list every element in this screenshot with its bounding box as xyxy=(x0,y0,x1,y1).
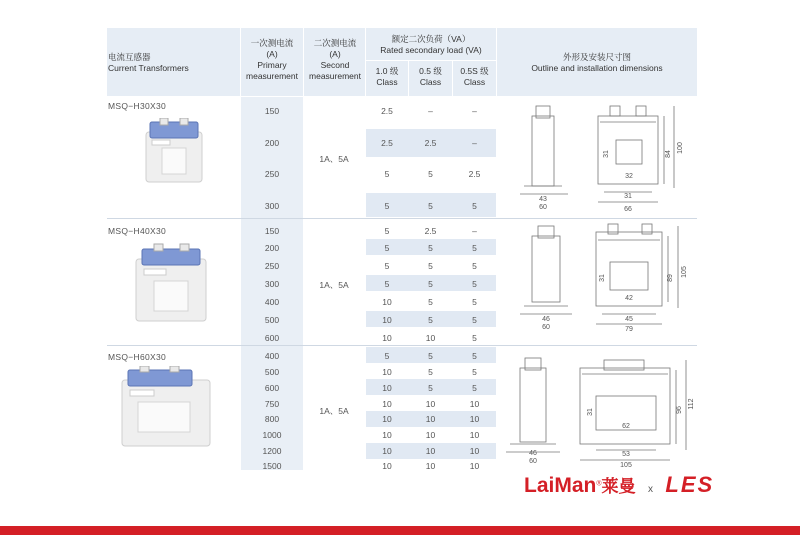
dim-label: 42 xyxy=(625,295,633,302)
les-wordmark: LES xyxy=(665,472,715,497)
class05-cell: 2.5 xyxy=(424,226,437,236)
class05s-cell: 10 xyxy=(469,446,480,456)
class05s-cell: – xyxy=(472,106,477,116)
dim-label: 46 xyxy=(542,316,550,323)
primary-cell: 300 xyxy=(264,279,280,289)
class05s-cell: 5 xyxy=(472,261,477,271)
class05-cell: 5 xyxy=(428,243,433,253)
class10-cell: 5 xyxy=(384,226,390,236)
class10-cell: 10 xyxy=(382,399,392,409)
class10-cell: 10 xyxy=(382,430,392,440)
dim-label: 43 xyxy=(539,196,547,203)
divider xyxy=(366,60,496,61)
dim-label: 45 xyxy=(625,316,633,323)
dim-label: 32 xyxy=(625,173,633,180)
dim-label: 31 xyxy=(603,150,610,158)
class10-cell: 5 xyxy=(384,169,390,179)
dim-label: 60 xyxy=(539,204,547,211)
class05-cell: 10 xyxy=(425,446,436,456)
primary-cell: 600 xyxy=(264,333,280,343)
class05s-cell: 5 xyxy=(472,201,477,211)
class05s-cell: 10 xyxy=(469,399,480,409)
primary-cell: 500 xyxy=(264,367,280,377)
class10-cell: 2.5 xyxy=(381,106,393,116)
class10-cell: 10 xyxy=(382,383,392,393)
laiman-wordmark: LaiMan xyxy=(524,474,597,497)
class10-cell: 10 xyxy=(382,315,392,325)
primary-cell: 400 xyxy=(264,297,280,307)
dim-label: 31 xyxy=(624,193,632,200)
class10-cell: 5 xyxy=(384,279,390,289)
class05s-cell: 2.5 xyxy=(468,169,481,179)
primary-cell: 300 xyxy=(264,201,280,211)
class05s-cell: 5 xyxy=(472,367,477,377)
dim-label: 53 xyxy=(622,451,630,458)
dim-label: 60 xyxy=(529,458,537,465)
primary-cell: 800 xyxy=(264,414,280,424)
primary-cell: 150 xyxy=(264,106,280,116)
primary-cell: 500 xyxy=(264,315,280,325)
dim-label: 100 xyxy=(677,142,684,154)
class05-cell: 5 xyxy=(428,201,433,211)
class05-cell: 5 xyxy=(428,169,433,179)
class05s-cell: 5 xyxy=(472,243,477,253)
class05-cell: 5 xyxy=(428,315,433,325)
group-divider xyxy=(107,218,697,219)
header-dimensions: 外形及安装尺寸图 Outline and installation dimensions xyxy=(531,52,663,73)
dimension-drawing-h40 xyxy=(512,222,692,334)
dim-label: 60 xyxy=(542,324,550,331)
class05-cell: 10 xyxy=(425,461,436,471)
dim-label: 79 xyxy=(625,326,633,333)
class05s-cell: 10 xyxy=(469,461,480,471)
class05s-cell: – xyxy=(472,138,477,148)
laiman-cn-wordmark: 莱曼 xyxy=(601,477,636,497)
class10-cell: 5 xyxy=(384,201,390,211)
header-current-transformers: 电流互感器 Current Transformers xyxy=(108,52,189,73)
class05s-cell: 5 xyxy=(472,351,477,361)
class10-cell: 5 xyxy=(384,351,390,361)
header-class-1: 1.0 级 Class xyxy=(375,66,399,87)
dim-label: 112 xyxy=(688,398,695,410)
class05-cell: 10 xyxy=(425,430,436,440)
primary-cell: 150 xyxy=(264,226,280,236)
dim-label: 46 xyxy=(529,450,537,457)
class10-cell: 10 xyxy=(382,446,392,456)
class05-cell: 10 xyxy=(425,414,436,424)
header-class-05s: 0.5S 级 Class xyxy=(460,66,489,87)
class10-cell: 5 xyxy=(384,243,390,253)
ct-product-image-h60 xyxy=(118,366,214,450)
class05-cell: 5 xyxy=(428,367,433,377)
class05-cell: 5 xyxy=(428,279,433,289)
primary-cell: 200 xyxy=(264,138,280,148)
header-rated-load: 额定二次负荷（VA） Rated secondary load (VA) xyxy=(380,34,482,55)
class05s-cell: – xyxy=(472,226,477,236)
class05-cell: 2.5 xyxy=(424,138,437,148)
class10-cell: 10 xyxy=(382,367,392,377)
primary-cell: 1500 xyxy=(262,461,282,471)
secondary-value: 1A、5A xyxy=(319,280,349,290)
dimension-drawing-h30 xyxy=(512,102,692,214)
dim-label: 105 xyxy=(681,266,688,278)
primary-cell: 1200 xyxy=(262,446,282,456)
class10-cell: 5 xyxy=(384,261,390,271)
class05s-cell: 5 xyxy=(472,279,477,289)
model-h30x30: MSQ−H30X30 xyxy=(108,101,167,111)
class05s-cell: 5 xyxy=(472,383,477,393)
dimension-drawing-h60 xyxy=(500,352,696,470)
primary-cell: 250 xyxy=(264,169,280,179)
dim-label: 89 xyxy=(667,274,674,282)
dim-label: 96 xyxy=(676,406,683,414)
collab-x: x xyxy=(647,484,653,495)
dim-label: 31 xyxy=(599,274,606,282)
dim-label: 84 xyxy=(665,150,672,158)
dim-label: 66 xyxy=(624,206,632,213)
footer-red-bar xyxy=(0,526,800,535)
class05s-cell: 5 xyxy=(472,297,477,307)
class05-cell: – xyxy=(428,106,433,116)
class05-cell: 10 xyxy=(425,333,436,343)
class05s-cell: 10 xyxy=(469,414,480,424)
header-class-05: 0.5 级 Class xyxy=(419,66,442,87)
class10-cell: 10 xyxy=(382,333,392,343)
class05-cell: 5 xyxy=(428,383,433,393)
class10-cell: 10 xyxy=(382,297,392,307)
class05-cell: 5 xyxy=(428,351,433,361)
header-secondary: 二次测电流 (A) Second measurement xyxy=(309,38,361,81)
primary-cell: 600 xyxy=(264,383,280,393)
class05s-cell: 10 xyxy=(469,430,480,440)
dim-label: 105 xyxy=(620,462,632,469)
primary-cell: 400 xyxy=(264,351,280,361)
dim-label: 31 xyxy=(587,408,594,416)
dim-label: 62 xyxy=(622,423,630,430)
primary-cell: 200 xyxy=(264,243,280,253)
secondary-value: 1A、5A xyxy=(319,154,349,164)
primary-cell: 250 xyxy=(264,261,280,271)
class10-cell: 2.5 xyxy=(381,138,393,148)
model-h40x30: MSQ−H40X30 xyxy=(108,226,167,236)
class05-cell: 5 xyxy=(428,297,433,307)
group-divider xyxy=(107,345,697,346)
ct-product-image-h30 xyxy=(140,118,208,186)
class05-cell: 10 xyxy=(425,399,436,409)
secondary-value: 1A、5A xyxy=(319,406,349,416)
class10-cell: 10 xyxy=(382,414,392,424)
ct-product-image-h40 xyxy=(130,243,212,325)
class05s-cell: 5 xyxy=(472,315,477,325)
class05-cell: 5 xyxy=(428,261,433,271)
class10-cell: 10 xyxy=(382,461,392,471)
primary-cell: 1000 xyxy=(262,430,282,440)
registered-mark: ® xyxy=(596,480,602,488)
model-h60x30: MSQ−H60X30 xyxy=(108,352,167,362)
class05s-cell: 5 xyxy=(472,333,477,343)
primary-cell: 750 xyxy=(264,399,280,409)
header-primary: 一次测电流 (A) Primary measurement xyxy=(246,38,298,81)
brand-logo xyxy=(524,472,714,496)
